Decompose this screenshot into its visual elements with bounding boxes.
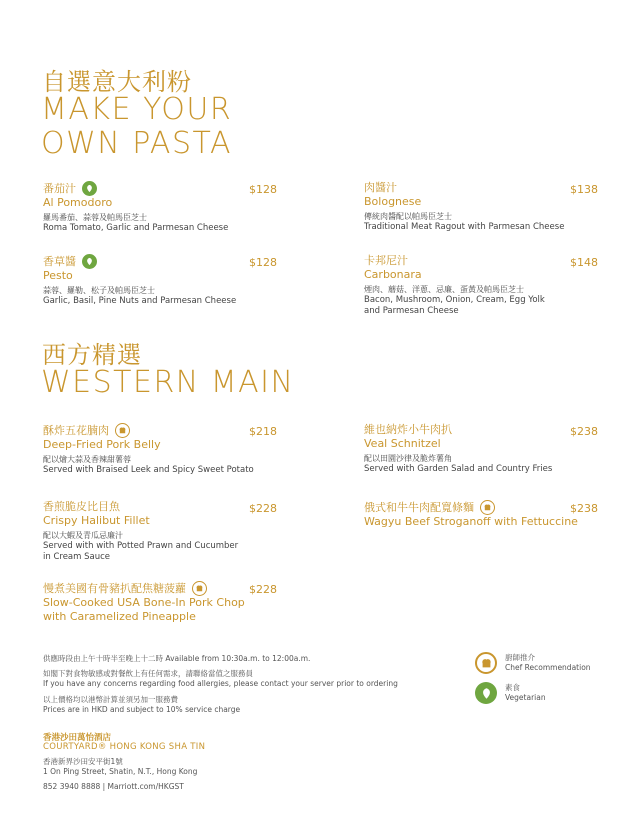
allergy-notice-zh: 如閣下對食物敏感或對餐飲上有任何需求，請聯絡當值之服務員 [43, 669, 253, 678]
item-desc-zh: 傳統肉醬配以帕馬臣芝士 [364, 212, 452, 221]
menu-item-halibut [43, 500, 273, 563]
western-title-en: WESTERN MAIN [41, 365, 295, 400]
pasta-title-zh: 自選意大利粉 [42, 68, 192, 96]
menu-item-bolognese [364, 181, 594, 233]
hotel-name-en: COURTYARD® HONG KONG SHA TIN [43, 742, 206, 752]
chef-hat-icon [192, 581, 207, 596]
item-name-zh: 番茄汁 [43, 181, 76, 195]
item-price: $128 [249, 256, 277, 269]
hotel-name-zh: 香港沙田萬怡酒店 [43, 733, 112, 743]
item-price: $238 [570, 425, 598, 438]
item-price: $128 [249, 183, 277, 196]
item-desc-zh: 煙肉、蘑菇、洋蔥、忌廉、蛋黃及帕馬臣芝士 [364, 285, 524, 294]
menu-item-veal-schnitzel [364, 423, 594, 475]
item-name-zh: 肉醬汁 [364, 181, 397, 194]
item-desc-zh: 配以田園沙律及脆炸薯角 [364, 454, 452, 463]
item-name-en: Carbonara [364, 268, 422, 281]
menu-item-pesto [43, 254, 273, 307]
legend-label-zh: 廚師推介 [505, 653, 535, 662]
item-name-en: Bolognese [364, 195, 422, 208]
item-desc-en-line2: in Cream Sauce [43, 552, 111, 562]
item-desc-en-line2: and Parmesan Cheese [364, 306, 459, 316]
item-name-zh: 慢煮美國有骨豬扒配焦糖菠蘿 [43, 581, 186, 595]
item-name-zh: 卡邦尼汁 [364, 254, 408, 267]
item-name-en: Slow-Cooked USA Bone-In Pork Chop [43, 596, 245, 609]
menu-item-pork-chop [43, 581, 283, 624]
item-desc-en: Bacon, Mushroom, Onion, Cream, Egg Yolk [364, 295, 545, 305]
item-name-en: Veal Schnitzel [364, 437, 441, 450]
item-desc-en: Served with Garden Salad and Country Fries [364, 464, 553, 474]
menu-item-pork-belly [43, 423, 273, 476]
chef-hat-icon [475, 652, 497, 674]
legend-label-en: Chef Recommendation [505, 663, 591, 672]
pasta-title-en-line2: OWN PASTA [41, 126, 233, 161]
item-price: $218 [249, 425, 277, 438]
item-desc-en: Garlic, Basil, Pine Nuts and Parmesan Cheese [43, 296, 237, 306]
vegetarian-icon [82, 181, 97, 196]
address-zh: 香港新界沙田安平街1號 [43, 757, 123, 766]
item-name-en: Crispy Halibut Fillet [43, 514, 150, 527]
item-price: $228 [249, 583, 277, 596]
item-name-zh: 維也納炸小牛肉扒 [364, 423, 452, 436]
contact-info: 852 3940 8888 | Marriott.com/HKGST [43, 782, 184, 791]
price-notice-en: Prices are in HKD and subject to 10% service charge [43, 705, 241, 714]
item-price: $148 [570, 256, 598, 269]
menu-item-wagyu-stroganoff [364, 500, 578, 529]
service-hours: 供應時段由上午十時半至晚上十二時 Available from 10:30a.m. to 12:00a.m. [43, 654, 311, 663]
item-name-zh: 俄式和牛牛肉配寬條麵 [364, 500, 474, 514]
item-desc-en: Traditional Meat Ragout with Parmesan Cheese [364, 222, 565, 232]
item-price: $228 [249, 502, 277, 515]
item-name-zh: 香煎脆皮比目魚 [43, 500, 120, 513]
item-desc-en: Roma Tomato, Garlic and Parmesan Cheese [43, 223, 229, 233]
item-name-zh: 香草醬 [43, 254, 76, 268]
legend-label-zh: 素食 [505, 683, 520, 692]
item-name-en: Deep-Fried Pork Belly [43, 438, 161, 451]
item-name-en: Al Pomodoro [43, 196, 113, 209]
vegetarian-icon [475, 682, 497, 704]
allergy-notice-en: If you have any concerns regarding food allergies, please contact your server prior to ordering [43, 679, 398, 688]
price-notice-zh: 以上價格均以港幣計算並須另加一服務費 [43, 695, 178, 704]
item-name-en: Pesto [43, 269, 73, 282]
item-desc-zh: 羅馬番茄、蒜蓉及帕馬臣芝士 [43, 213, 147, 222]
pasta-title-en-line1: MAKE YOUR [41, 92, 233, 127]
item-desc-en: Served with Braised Leek and Spicy Sweet Potato [43, 465, 254, 475]
item-price: $238 [570, 502, 598, 515]
menu-item-al-pomodoro [43, 181, 273, 234]
legend-label-en: Vegetarian [505, 693, 546, 702]
item-name-en-line2: with Caramelized Pineapple [43, 610, 196, 623]
western-title-zh: 西方精選 [42, 341, 142, 369]
menu-item-carbonara [364, 254, 594, 317]
item-desc-zh: 蒜蓉、羅勒、松子及帕馬臣芝士 [43, 286, 155, 295]
item-name-en: Wagyu Beef Stroganoff with Fettuccine [364, 515, 578, 528]
chef-hat-icon [480, 500, 495, 515]
item-price: $138 [570, 183, 598, 196]
item-desc-en: Served with with Potted Prawn and Cucumber [43, 541, 239, 551]
address-en: 1 On Ping Street, Shatin, N.T., Hong Kong [43, 767, 198, 776]
item-name-zh: 酥炸五花腩肉 [43, 423, 109, 437]
item-desc-zh: 配以燴大蒜及香辣甜薯蓉 [43, 455, 131, 464]
legend-chef-recommendation [475, 652, 591, 674]
vegetarian-icon [82, 254, 97, 269]
legend-vegetarian [475, 682, 546, 704]
item-desc-zh: 配以大蝦及青瓜忌廉汁 [43, 531, 123, 540]
chef-hat-icon [115, 423, 130, 438]
